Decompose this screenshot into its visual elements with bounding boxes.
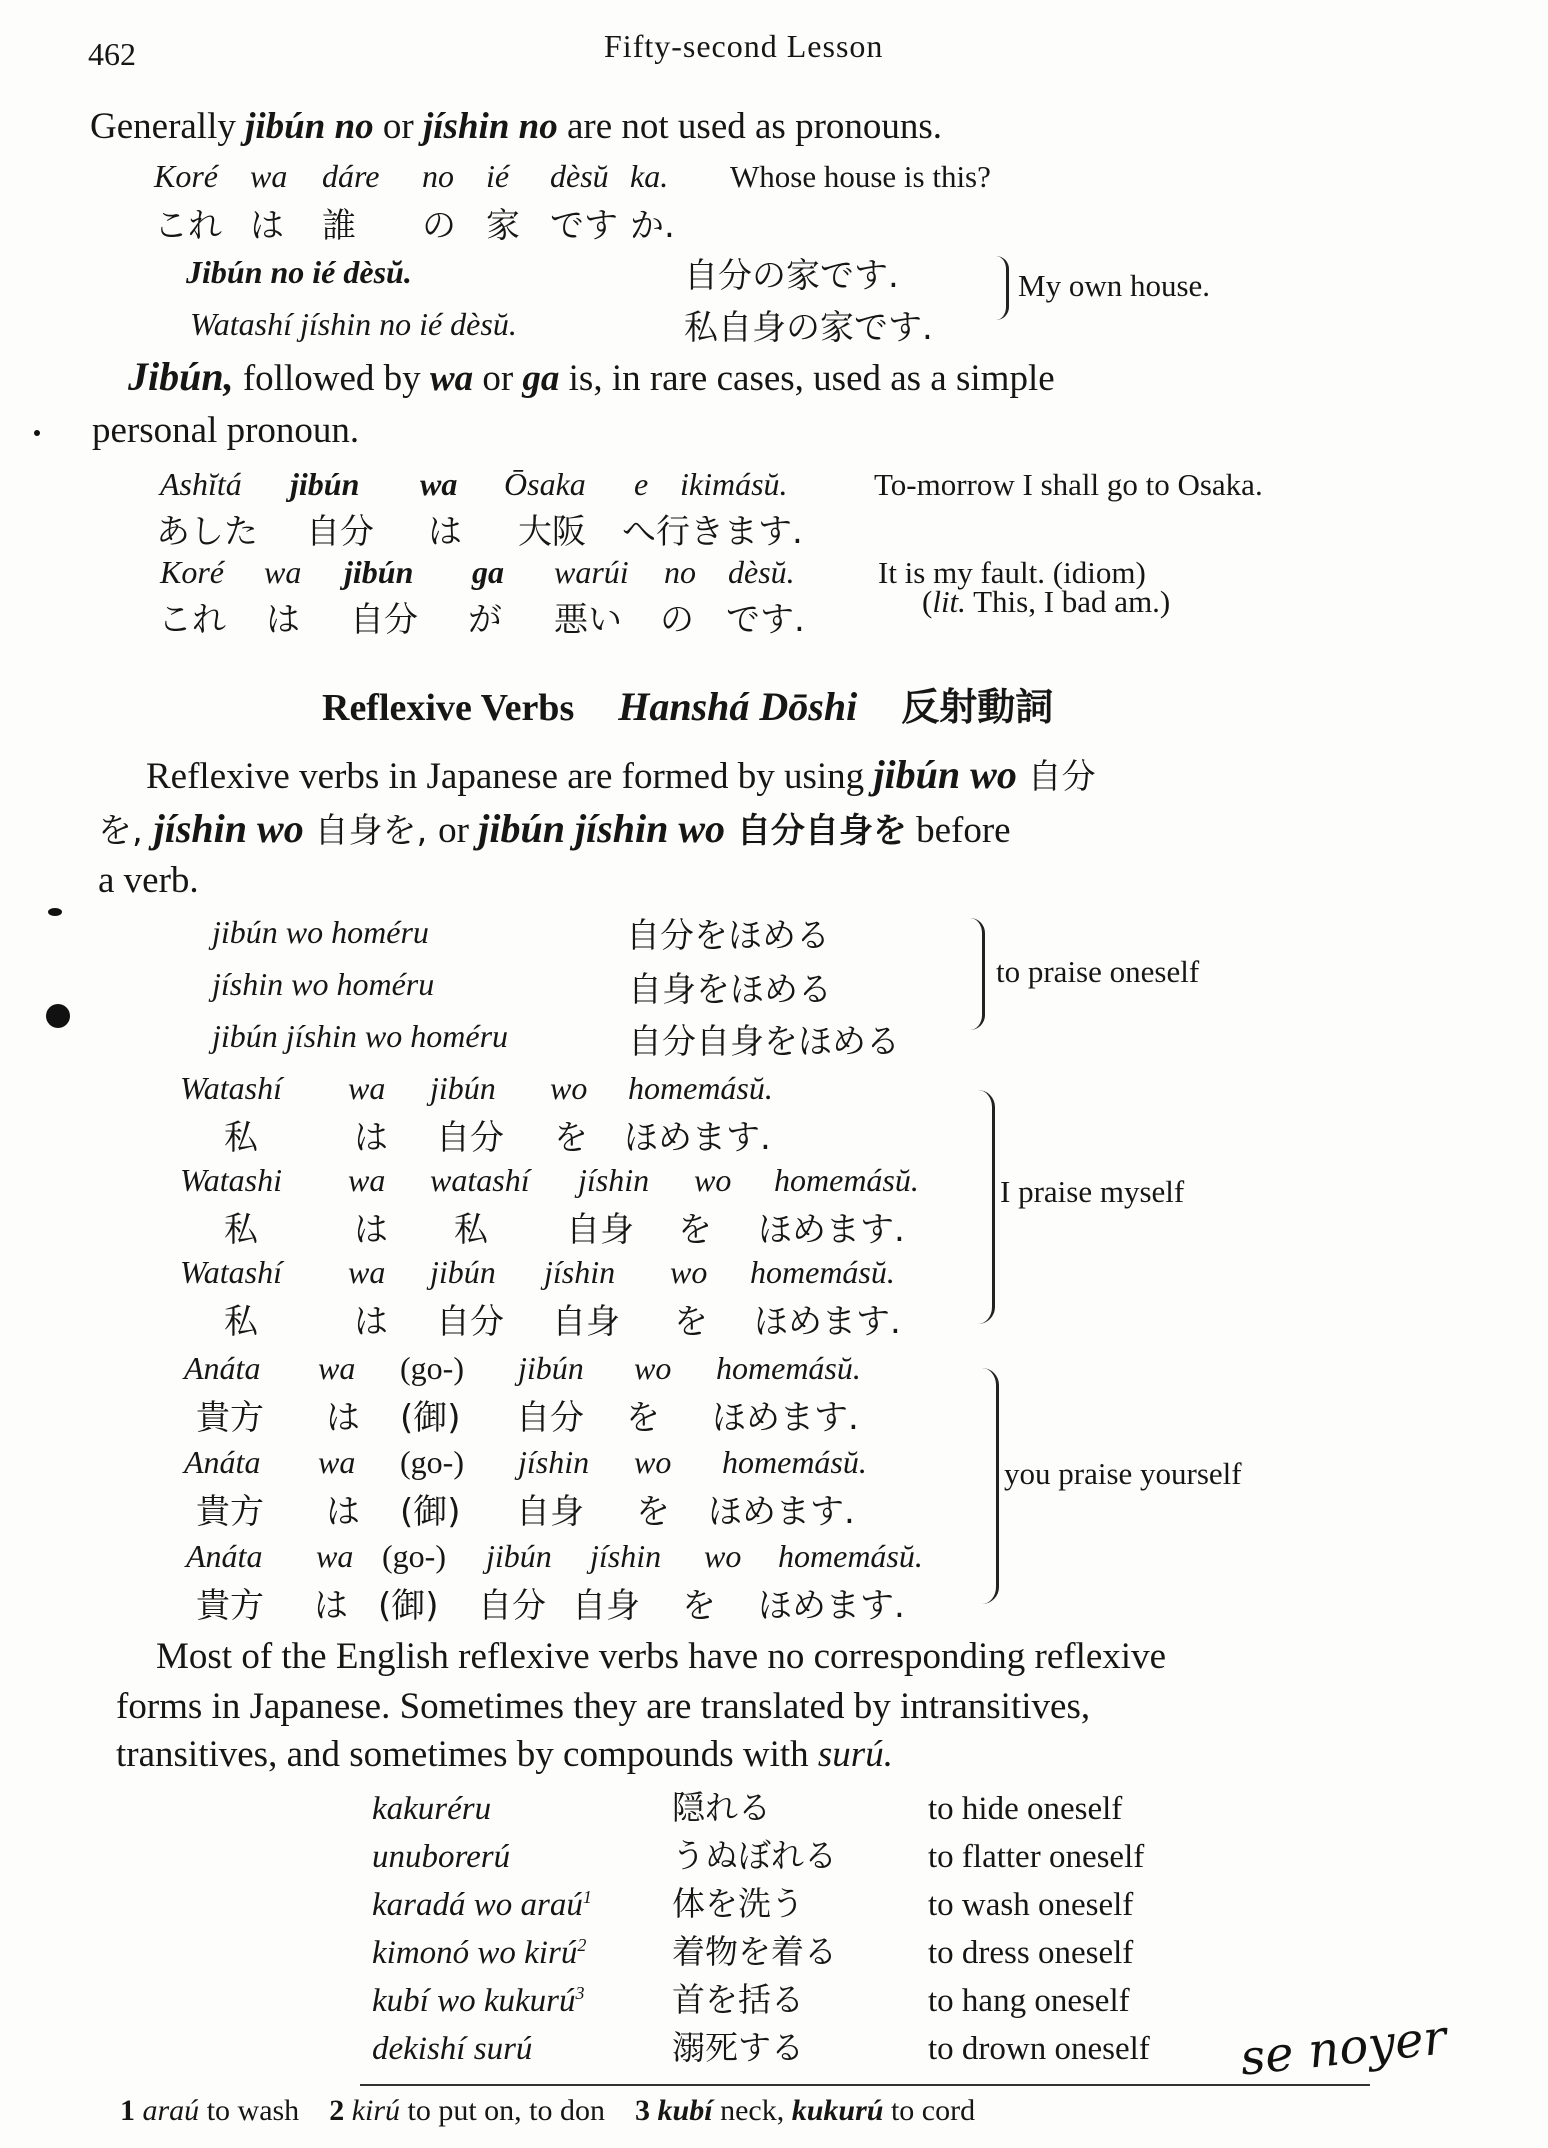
footnote-ref: 2: [577, 1935, 587, 1955]
group-1-romaji-1: jibún wo homéru: [212, 914, 429, 950]
vocab-romaji: [372, 2022, 672, 2070]
ink-speck: [48, 908, 62, 916]
brace: [982, 1368, 999, 1604]
group-2-romaji-1: [180, 1070, 773, 1107]
group-1-kana-1: 自分をほめる: [626, 916, 830, 956]
word: 悪い: [554, 600, 622, 640]
text: is, in rare cases, used as a simple: [559, 358, 1055, 399]
example-1-translation: Whose house is this?: [730, 159, 991, 194]
word: watashí: [430, 1162, 530, 1198]
word: は: [314, 1586, 348, 1626]
word: へ行きます.: [622, 512, 803, 552]
group-3-kana-1: [196, 1390, 859, 1439]
word: 自身: [552, 1302, 620, 1342]
term: jíshin wo: [153, 806, 304, 851]
footnotes: [120, 2094, 975, 2128]
footnote-number: 1: [120, 2094, 135, 2127]
example-2-romaji-2: Watashí jíshin no ié dèsŭ.: [190, 306, 517, 342]
word: dèsŭ: [550, 158, 609, 194]
footnote-word: kukurú: [791, 2094, 884, 2127]
example-1-kana: [154, 198, 675, 247]
example-4-translation: It is my fault. (idiom): [878, 555, 1146, 590]
word: Watashi: [180, 1162, 282, 1198]
word: Watashí: [180, 1254, 282, 1290]
word: ikimásŭ.: [680, 466, 788, 502]
footnote-word: araú: [142, 2094, 200, 2127]
ink-blot: [46, 1004, 70, 1028]
intro-or: or: [373, 106, 423, 147]
kanji: 自身を,: [303, 811, 439, 851]
example-1-romaji: [154, 158, 991, 195]
word: jibún: [290, 466, 360, 502]
group-2-kana-2: [224, 1202, 905, 1251]
word: 誰: [322, 206, 356, 246]
vocab-romaji: [372, 1782, 672, 1830]
group-3-translation: you praise yourself: [1004, 1456, 1242, 1491]
word: 家: [486, 206, 520, 246]
word: 自分: [436, 1118, 504, 1158]
paragraph-3-line-3: a verb.: [98, 860, 199, 901]
brace: [970, 918, 985, 1030]
word: ほめます.: [708, 1492, 855, 1532]
word: wo: [694, 1162, 732, 1198]
footnote-text: neck,: [712, 2094, 792, 2127]
vocab-kana: 着物を着る: [672, 1932, 837, 1971]
word: 大阪: [518, 512, 586, 552]
word: Ashĭtá: [160, 466, 242, 502]
word: wa: [250, 158, 288, 194]
word: が: [468, 600, 502, 640]
word: ほめます.: [758, 1210, 905, 1250]
paragraph-2-line-1: [128, 354, 1055, 402]
word: は: [354, 1302, 388, 1342]
example-2-romaji-1: Jibún no ié dèsŭ.: [186, 254, 412, 290]
word: を: [678, 1210, 712, 1250]
intro-paragraph: [90, 104, 942, 150]
word: は: [354, 1118, 388, 1158]
intro-term-1: jibún no: [245, 106, 374, 147]
word: 自分: [350, 600, 418, 640]
word: は: [428, 512, 462, 552]
word: か.: [630, 206, 675, 246]
paragraph-4-line-3: [116, 1732, 893, 1778]
table-row: [372, 1830, 1150, 1878]
word: (go-): [400, 1444, 464, 1480]
word: の: [422, 206, 456, 246]
heading-english: Reflexive Verbs: [322, 687, 575, 729]
word: です.: [726, 600, 805, 640]
word: no: [664, 554, 696, 590]
intro-term-2: jíshin no: [423, 106, 558, 147]
kanji: を,: [98, 811, 154, 851]
text: followed by: [233, 358, 430, 399]
term: jibún jíshin wo: [478, 806, 726, 851]
table-row: [372, 1974, 1150, 2022]
intro-text-end: are not used as pronouns.: [557, 106, 943, 147]
word: no: [422, 158, 454, 194]
word: 自分: [306, 512, 374, 552]
word: ほめます.: [712, 1398, 859, 1438]
romaji: karadá wo araú: [372, 1887, 583, 1923]
vocab-romaji: [372, 1830, 672, 1878]
word: は: [266, 600, 300, 640]
footnote-ref: 1: [582, 1887, 592, 1907]
text: Reflexive verbs in Japanese are formed by using: [146, 756, 874, 797]
word: e: [634, 466, 649, 502]
paragraph-3-line-2: [98, 806, 1011, 854]
example-2-translation: My own house.: [1018, 268, 1211, 303]
word: を: [626, 1398, 660, 1438]
intro-text: Generally: [90, 106, 246, 147]
word: 自分: [478, 1586, 546, 1626]
word: は: [326, 1492, 360, 1532]
footnote-ref: 3: [575, 1983, 585, 2003]
romaji: kimonó wo kirú: [372, 1935, 578, 1971]
kanji: 自分自身を: [725, 811, 907, 851]
word: Koré: [160, 554, 224, 590]
paragraph-4-line-2: forms in Japanese. Sometimes they are translated by intransitives,: [116, 1686, 1091, 1727]
word: homemásŭ.: [628, 1070, 773, 1106]
word: は: [326, 1398, 360, 1438]
vocab-kana: うぬぼれる: [672, 1836, 837, 1875]
word: を: [636, 1492, 670, 1532]
word: dèsŭ.: [728, 554, 795, 590]
word: homemásŭ.: [716, 1350, 861, 1386]
word: Koré: [154, 158, 218, 194]
romaji: unuborerú: [372, 1839, 511, 1875]
vocab-english: to dress oneself: [928, 1935, 1134, 1971]
group-3-romaji-2: [184, 1444, 867, 1481]
word: Anáta: [184, 1444, 261, 1480]
section-heading: [322, 676, 1053, 731]
word: 私: [224, 1210, 258, 1250]
word: 私: [454, 1210, 488, 1250]
word: jíshin: [544, 1254, 616, 1290]
word: jibún: [486, 1538, 552, 1574]
example-2-kana-2: 私自身の家です.: [684, 308, 933, 348]
word: あした: [156, 512, 258, 552]
word: これ: [158, 600, 226, 640]
word: wo: [704, 1538, 742, 1574]
word: 貴方: [196, 1492, 264, 1532]
footnote-text: to cord: [883, 2094, 976, 2127]
word: の: [660, 600, 694, 640]
word: 自身: [566, 1210, 634, 1250]
running-head: Fifty-second Lesson: [604, 28, 884, 64]
text: or: [438, 810, 479, 851]
group-2-romaji-2: [180, 1162, 919, 1199]
vocab-romaji: [372, 1878, 672, 1926]
vocabulary-table: [372, 1782, 1150, 2070]
word: (go-): [382, 1538, 446, 1574]
term: jibún wo: [873, 752, 1017, 797]
vocab-english: to hang oneself: [928, 1983, 1130, 2019]
example-3-romaji: [160, 466, 1263, 503]
example-4-literal: (lit. This, I bad am.): [922, 584, 1171, 619]
word: これ: [154, 206, 222, 246]
lit-abbrev: lit.: [932, 584, 966, 619]
brace: [996, 256, 1009, 320]
word: warúi: [554, 554, 629, 590]
vocab-kana: 体を洗う: [672, 1884, 804, 1923]
group-3-kana-3: [196, 1578, 905, 1627]
romaji: kakuréru: [372, 1791, 492, 1827]
vocab-english: to hide oneself: [928, 1791, 1123, 1827]
term-wa: wa: [429, 358, 474, 399]
word: ga: [472, 554, 504, 590]
word: は: [250, 206, 284, 246]
word: homemásŭ.: [774, 1162, 919, 1198]
word: homemásŭ.: [722, 1444, 867, 1480]
word: jibún: [518, 1350, 584, 1386]
word: wo: [634, 1350, 672, 1386]
word: (御): [378, 1586, 439, 1626]
word: jíshin: [518, 1444, 590, 1480]
word: wa: [348, 1162, 386, 1198]
term-jibun: Jibún,: [128, 354, 234, 399]
word: wo: [550, 1070, 588, 1106]
table-row: [372, 2022, 1150, 2070]
word: を: [674, 1302, 708, 1342]
word: wa: [318, 1444, 356, 1480]
footnote-number: 2: [329, 2094, 345, 2127]
vocab-kana: 溺死する: [672, 2028, 804, 2067]
word: wo: [670, 1254, 708, 1290]
word: Ōsaka: [504, 466, 586, 502]
word: Watashí: [180, 1070, 282, 1106]
word: Anáta: [186, 1538, 263, 1574]
word: wa: [348, 1070, 386, 1106]
heading-kanji: 反射動詞: [901, 685, 1054, 729]
word: を: [554, 1118, 588, 1158]
word: wa: [316, 1538, 354, 1574]
romaji: kubí wo kukurú: [372, 1983, 576, 2019]
word: 自身: [572, 1586, 640, 1626]
example-3-translation: To-morrow I shall go to Osaka.: [874, 467, 1263, 502]
word: 貴方: [196, 1586, 264, 1626]
paragraph-4-line-1: Most of the English reflexive verbs have no corresponding reflexive: [156, 1636, 1167, 1677]
group-2-kana-3: [224, 1294, 901, 1343]
footnote-word: kirú: [351, 2094, 401, 2127]
vocab-english: to drown oneself: [928, 2031, 1150, 2067]
group-3-romaji-3: [186, 1538, 923, 1575]
ink-speck: [34, 430, 40, 436]
example-4-kana: [158, 592, 805, 641]
text: or: [473, 358, 523, 399]
word: jíshin: [590, 1538, 662, 1574]
vocab-romaji: [372, 1974, 672, 2022]
word: 自分: [436, 1302, 504, 1342]
brace: [978, 1090, 995, 1324]
word: jibún: [430, 1254, 496, 1290]
word: (御): [400, 1492, 461, 1532]
footnote-number: 3: [635, 2094, 651, 2127]
group-3-kana-2: [196, 1484, 855, 1533]
table-row: [372, 1782, 1150, 1830]
word: jibún: [344, 554, 414, 590]
word: ほめます.: [758, 1586, 905, 1626]
group-1-romaji-3: jibún jíshin wo homéru: [212, 1018, 509, 1054]
word: homemásŭ.: [778, 1538, 923, 1574]
group-1-romaji-2: jíshin wo homéru: [212, 966, 435, 1002]
word: jíshin: [578, 1162, 650, 1198]
footnote-text: to wash: [199, 2094, 300, 2127]
group-1-translation: to praise oneself: [996, 954, 1200, 989]
kanji: 自分: [1016, 757, 1096, 797]
table-row: [372, 1878, 1150, 1926]
vocab-english: to flatter oneself: [928, 1839, 1145, 1875]
word: (御): [400, 1398, 461, 1438]
example-2-kana-1: 自分の家です.: [684, 256, 899, 296]
word: (go-): [400, 1350, 464, 1386]
vocab-kana: 隠れる: [672, 1788, 771, 1827]
word: は: [354, 1210, 388, 1250]
vocab-kana: 首を括る: [672, 1980, 804, 2019]
text: transitives, and sometimes by compounds with: [116, 1734, 818, 1775]
word: 私: [224, 1118, 258, 1158]
word: ほめます.: [754, 1302, 901, 1342]
term-ga: ga: [522, 358, 560, 399]
vocab-romaji: [372, 1926, 672, 1974]
page-number: 462: [88, 36, 136, 72]
word: wa: [318, 1350, 356, 1386]
word: を: [682, 1586, 716, 1626]
word: です: [550, 206, 618, 246]
table-row: [372, 1926, 1150, 1974]
word: ほめます.: [624, 1118, 771, 1158]
word: homemásŭ.: [750, 1254, 895, 1290]
footnote-rule: [360, 2084, 1370, 2086]
lit-text: This, I bad am.): [965, 584, 1171, 619]
word: wa: [264, 554, 302, 590]
group-2-translation: I praise myself: [1000, 1174, 1185, 1209]
word: 自身: [516, 1492, 584, 1532]
romaji: dekishí surú: [372, 2031, 533, 2067]
word: ié: [486, 158, 510, 194]
heading-romaji: Hanshá Dōshi: [618, 684, 858, 729]
footnote-text: to put on, to don: [400, 2094, 606, 2127]
word: ka.: [630, 158, 669, 194]
word: 貴方: [196, 1398, 264, 1438]
group-3-romaji-1: [184, 1350, 861, 1387]
vocab-english: to wash oneself: [928, 1887, 1134, 1923]
group-2-romaji-3: [180, 1254, 895, 1291]
text: before: [906, 810, 1011, 851]
group-1-kana-3: 自分自身をほめる: [628, 1022, 900, 1062]
group-1-kana-2: 自身をほめる: [628, 970, 832, 1010]
group-2-kana-1: [224, 1110, 771, 1159]
word: jibún: [430, 1070, 496, 1106]
footnote-word: kubí: [657, 2094, 713, 2127]
handwritten-note: se noyer: [1237, 2009, 1449, 2087]
term-suru: surú.: [817, 1734, 893, 1775]
word: wa: [348, 1254, 386, 1290]
word: Anáta: [184, 1350, 261, 1386]
word: 私: [224, 1302, 258, 1342]
example-3-kana: [156, 504, 803, 553]
paragraph-2-line-2: personal pronoun.: [92, 410, 360, 451]
word: 自分: [516, 1398, 584, 1438]
word: wo: [634, 1444, 672, 1480]
word: wa: [420, 466, 458, 502]
word: dáre: [322, 158, 380, 194]
paragraph-3-line-1: [146, 752, 1096, 800]
